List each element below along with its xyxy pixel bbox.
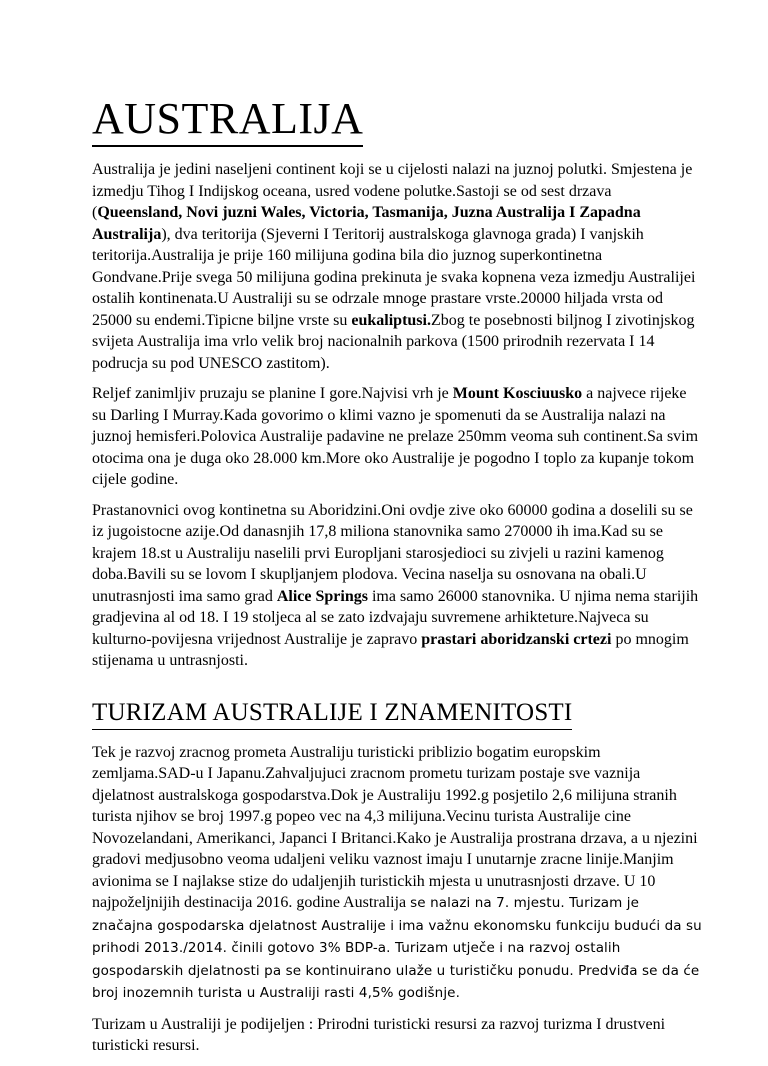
bold-run-mount-kosciuusko: Mount Kosciuusko (452, 385, 583, 402)
paragraph-intro (92, 159, 704, 374)
document-page (92, 95, 704, 1066)
section-tourism (92, 698, 704, 1057)
text-run: Reljef zanimljiv pruzaju se planine I gore.Najvisi vrh je (92, 385, 453, 402)
paragraph-tourism (92, 742, 704, 1005)
text-run: Turizam u Australiji je podijeljen : Prirodni turisticki resursi za razvoj turizma I drustveni turisticki resursi. (92, 1015, 666, 1054)
bold-run-eukaliptusi: eukaliptusi. (351, 311, 431, 329)
bold-run-crtezi: prastari aboridzanski crtezi (421, 630, 612, 648)
text-run: ), dva teritorija (Sjeverni I Teritorij australskoga glavnoga grada) I vanjskih teritorija.Australija je prije 160 milijuna godina bila dio juznog superkontinetna Gondvane.Prije svega 50 milijuna godina prekinuta je svaka kopnena veza izmedju Australijei ostalih kontinenata.U Australiji su se odrzale mnoge prastare vrste.20000 hiljada vrsta od 25000 su endemi.Tipicne biljne vrste su (92, 225, 696, 329)
text-run: a najvece rijeke su Darling I Murray.Kada govorimo o klimi vazno je spomenuti da se Australija nalazi na juznoj hemisferi.Polovica Australije padavine ne prelaze 250mm veoma suh continent.Sa svim otocima ona je duga oko 28.000 km.More oko Australije je pogodno I toplo za kupanje tokom cijele godine. (92, 385, 699, 488)
text-run: Australija je jedini naseljeni continent koji se u cijelosti nalazi na juznoj polutki. Smjestena je izmedju Tihog I Indijskog oceana, usred vodene polutke.Sastoji se od sest drzava ( (92, 161, 693, 221)
text-run: Tek je razvoj zracnog prometa Australiju turisticki priblizio bogatim europskim zemljama.SAD-u I Japanu.Zahvaljujuci zracnom prometu turizam postaje sve vaznija djelatnost australskoga gospodarstva.Dok je Australiju 1992.g posjetilo 2,6 milijuna stranih turista njihov se broj 1997.g popeo vec na 4,3 milijuna.Vecinu turista Australije cine Novozelandani, Amerikanci, Japanci I Britanci.Kako je Australija prostrana drzava, a u njezini gradovi medjusobno veoma udaljeni veliku vaznost imaju I unutarnje zracne linije.Manjim avionima se I najlakse stize do udaljenjih turistickih mjesta u unutrasnjosti drzave. U 10 najpoželjnijih destinacija 2016. godine Australija (92, 743, 698, 911)
section-title: TURIZAM AUSTRALIJE I ZNAMENITOSTI (92, 698, 572, 730)
text-run-alt-font: se nalazi na 7. mjestu. Turizam je značajna gospodarska djelatnost Australije i ima važnu ekonomsku funkciju budući da su prihodi 2013./2014. činili gotovo 3% BDP-a. Turizam utječe i na razvoj ostalih gospodarskih djelatnosti pa se kontinuirano ulaže u turističku ponudu. Predviđa se da će broj inozemnih turista u Australiji rasti 4,5% godišnje. (92, 895, 702, 1001)
paragraph-relief (92, 383, 704, 491)
bold-run-alice-springs: Alice Springs (276, 587, 368, 605)
paragraph-population (92, 500, 704, 672)
text-run: Zbog te posebnosti biljnog I zivotinjskog svijeta Australija ima vrlo velik broj nacionalnih parkova (1500 prirodnih rezervata I 14 podrucja su pod UNESCO zastitom). (92, 311, 695, 372)
page-title: AUSTRALIJA (92, 95, 363, 147)
text-run: po mnogim stijenama u untrasnjosti. (92, 630, 689, 669)
text-run: Prastanovnici ovog kontinetna su Aboridzini.Oni ovdje zive oko 60000 godina a doselili su se iz jugoistocne azije.Od danasnjih 17,8 miliona stanovnika samo 270000 ih ima.Kad su se krajem 18.st u Australiju naselili prvi Europljani starosjedioci su zivjeli u razini kamenog doba.Bavili su se lovom I skupljanjem plodova. Vecina naselja su osnovana na obali.U unutrasnjosti ima samo grad (92, 501, 693, 605)
paragraph-tourism-resources (92, 1014, 704, 1057)
bold-run-states: Queensland, Novi juzni Wales, Victoria, Tasmanija, Juzna Australija I Zapadna Australija (92, 204, 641, 243)
text-run: ima samo 26000 stanovnika. U njima nema starijih gradjevina al od 18. I 19 stoljeca al se zato izdvajaju suvremene arhikteture.Najveca su kulturno-povijesna vrijednost Australije je zapravo (92, 587, 699, 648)
